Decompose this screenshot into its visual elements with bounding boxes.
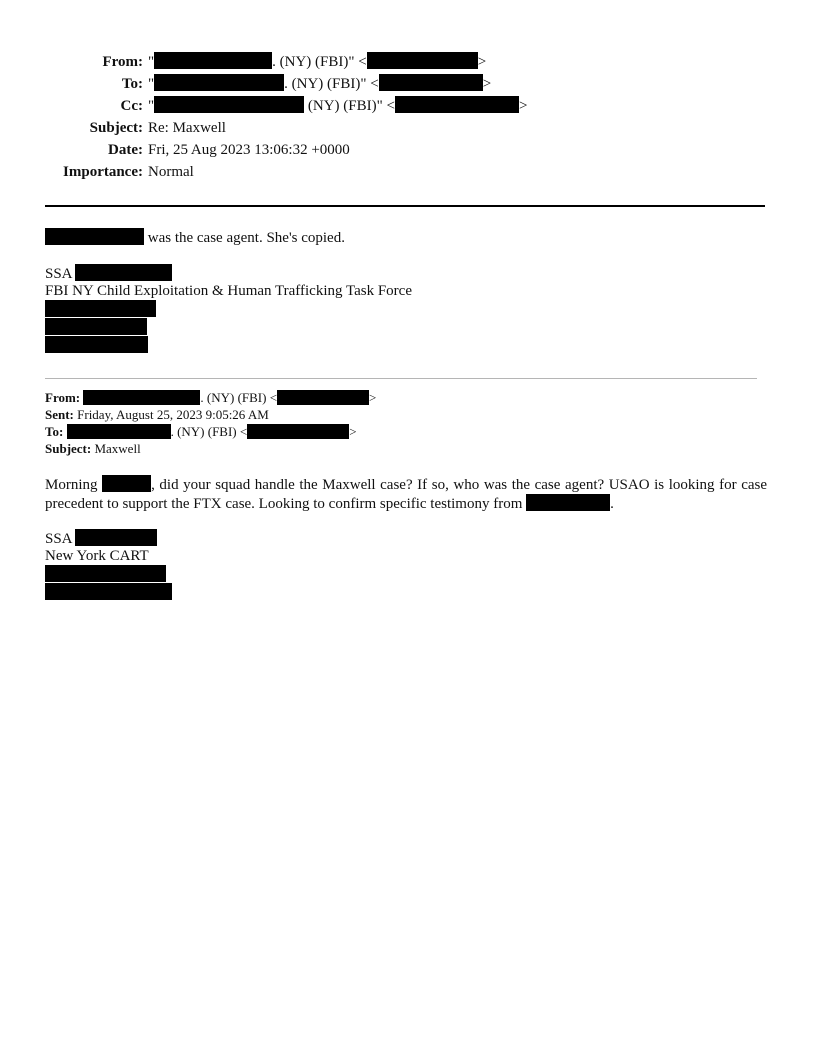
forwarded-message-body bbox=[45, 475, 767, 513]
reply-body bbox=[45, 228, 412, 354]
date-value: Fri, 25 Aug 2023 13:06:32 +0000 bbox=[148, 142, 350, 158]
signature-redacted-line bbox=[45, 336, 412, 354]
message-greeting: Morning bbox=[45, 477, 98, 493]
signature-line bbox=[45, 264, 412, 282]
redaction-block bbox=[45, 318, 147, 335]
redaction-block bbox=[75, 264, 172, 281]
message-end: . bbox=[610, 496, 614, 512]
header-cc-row bbox=[0, 95, 816, 117]
header-from-row bbox=[0, 51, 816, 73]
subject-value: Re: Maxwell bbox=[148, 120, 226, 136]
redaction-block bbox=[102, 475, 151, 492]
header-date-row bbox=[0, 139, 816, 161]
from-value: " . (NY) (FBI)" < > bbox=[148, 54, 487, 70]
forwarded-header bbox=[45, 389, 376, 457]
importance-value: Normal bbox=[148, 164, 194, 180]
signature-title: SSA bbox=[45, 531, 72, 547]
redaction-block bbox=[45, 565, 166, 582]
from-label: From: bbox=[102, 54, 143, 70]
redaction-block bbox=[367, 52, 478, 69]
forwarded-sent-row bbox=[45, 406, 376, 423]
signature-org: New York CART bbox=[45, 548, 149, 564]
signature-redacted-line bbox=[45, 300, 412, 318]
forwarded-to-label: To: bbox=[45, 424, 64, 439]
redaction-block bbox=[277, 390, 369, 405]
forwarded-signature bbox=[45, 529, 172, 601]
reply-text-line bbox=[45, 228, 412, 246]
cc-value: " (NY) (FBI)" < > bbox=[148, 98, 528, 114]
message-text: , did your squad handle the Maxwell case? If so, who was the case agent? USAO is looking for case precedent to support the FTX case. Looking to confirm specific testimony from bbox=[45, 477, 768, 512]
signature-org: FBI NY Child Exploitation & Human Trafficking Task Force bbox=[45, 283, 412, 299]
signature-redacted-line bbox=[45, 565, 172, 583]
importance-label: Importance: bbox=[63, 164, 143, 180]
redaction-block bbox=[247, 424, 349, 439]
signature-title: SSA bbox=[45, 266, 72, 282]
forward-divider bbox=[45, 378, 757, 379]
signature-redacted-line bbox=[45, 583, 172, 601]
forwarded-from-label: From: bbox=[45, 390, 81, 405]
redaction-block bbox=[45, 583, 172, 600]
redaction-block bbox=[154, 74, 284, 91]
forwarded-subject-label: Subject: bbox=[45, 441, 92, 456]
redaction-block bbox=[154, 52, 272, 69]
cc-label: Cc: bbox=[120, 98, 143, 114]
redaction-block bbox=[83, 390, 200, 405]
redaction-block bbox=[45, 228, 144, 245]
signature-line bbox=[45, 529, 172, 547]
email-header bbox=[0, 51, 816, 183]
forwarded-subject-value: Maxwell bbox=[94, 441, 141, 456]
forwarded-sent-value: Friday, August 25, 2023 9:05:26 AM bbox=[77, 407, 269, 422]
forwarded-subject-row bbox=[45, 440, 376, 457]
redaction-block bbox=[379, 74, 483, 91]
redaction-block bbox=[154, 96, 304, 113]
date-label: Date: bbox=[108, 142, 143, 158]
header-divider bbox=[45, 205, 765, 207]
reply-text: was the case agent. She's copied. bbox=[147, 230, 345, 246]
redaction-block bbox=[45, 336, 148, 353]
forwarded-from-row: From: . (NY) (FBI) < > bbox=[45, 390, 377, 405]
redaction-block bbox=[67, 424, 171, 439]
forwarded-sent-label: Sent: bbox=[45, 407, 74, 422]
redaction-block bbox=[75, 529, 157, 546]
to-value: " . (NY) (FBI)" < > bbox=[148, 76, 492, 92]
forwarded-to-row: To: . (NY) (FBI) < > bbox=[45, 424, 357, 439]
header-importance-row bbox=[0, 161, 816, 183]
signature-redacted-line bbox=[45, 318, 412, 336]
to-label: To: bbox=[121, 76, 143, 92]
header-to-row bbox=[0, 73, 816, 95]
subject-label: Subject: bbox=[89, 120, 143, 136]
redaction-block bbox=[526, 494, 610, 511]
header-subject-row bbox=[0, 117, 816, 139]
redaction-block bbox=[395, 96, 519, 113]
redaction-block bbox=[45, 300, 156, 317]
